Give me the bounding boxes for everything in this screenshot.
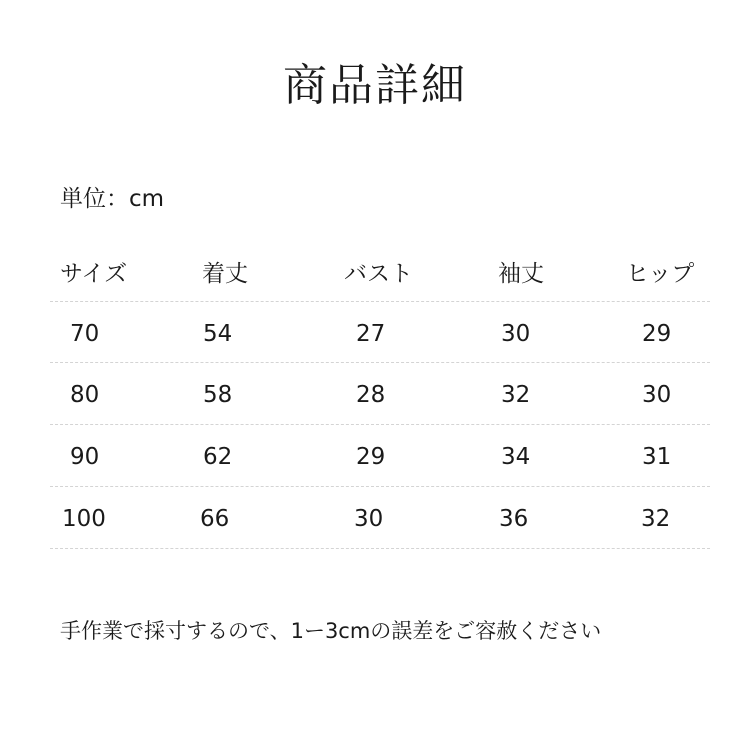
table-cell: 62 [203,444,233,470]
table-cell: 32 [501,382,531,408]
table-cell: 34 [501,444,531,470]
table-divider [50,548,710,549]
table-row: 100 [62,506,106,532]
table-cell: 31 [642,444,672,470]
table-row: 90 [70,444,100,470]
header-cell-size: サイズ [60,261,128,287]
table-divider [50,301,710,302]
table-cell: 58 [203,382,233,408]
measurement-note: 手作業で採寸するので、1ー3cmの誤差をご容赦ください [60,619,602,643]
page-title: 商品詳細 [283,60,467,111]
header-cell-sleeve: 袖丈 [498,261,544,287]
table-divider [50,362,710,363]
header-cell-bust: バスト [344,261,413,287]
table-cell: 30 [642,382,672,408]
table-cell: 28 [356,382,386,408]
table-row: 70 [70,321,100,347]
table-row: 80 [70,382,100,408]
unit-label: 単位：cm [60,186,165,212]
table-divider [50,424,710,425]
table-cell: 32 [641,506,671,532]
table-cell: 29 [356,444,386,470]
table-cell: 54 [203,321,233,347]
table-cell: 66 [200,506,230,532]
header-cell-length: 着丈 [202,261,248,287]
table-header-row [50,250,710,302]
table-cell: 27 [356,321,386,347]
table-divider [50,486,710,487]
table-cell: 30 [354,506,384,532]
header-cell-hip: ヒップ [626,261,695,287]
table-cell: 36 [499,506,529,532]
table-cell: 29 [642,321,672,347]
table-cell: 30 [501,321,531,347]
size-table [50,250,710,302]
